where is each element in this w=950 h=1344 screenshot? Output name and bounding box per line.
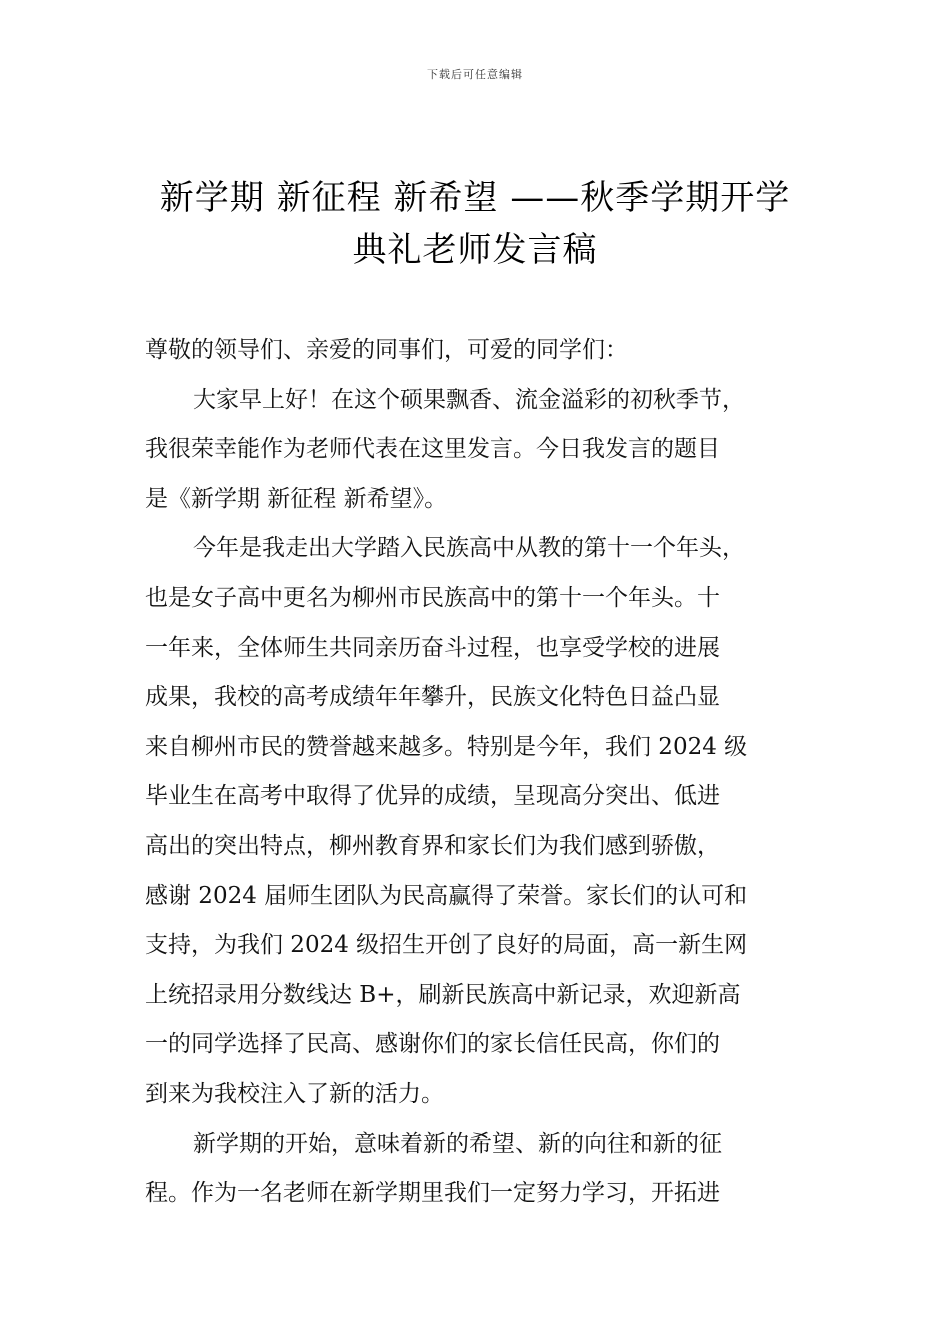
header-note: 下载后可任意编辑 [427,68,523,81]
paragraph-line: 也是女子高中更名为柳州市民族高中的第十一个年头。十 [145,584,720,611]
paragraph-line: 毕业生在高考中取得了优异的成绩，呈现高分突出、低进 [145,783,720,810]
paragraph-line: 支持，为我们 2024 级招生开创了良好的局面，高一新生网 [145,932,748,959]
paragraph-line: 我很荣幸能作为老师代表在这里发言。今日我发言的题目 [145,436,720,463]
paragraph-line: 成果，我校的高考成绩年年攀升，民族文化特色日益凸显 [145,684,720,711]
salutation-line: 尊敬的领导们、亲爱的同事们，可爱的同学们： [145,337,628,363]
paragraph-line: 程。作为一名老师在新学期里我们一定努力学习，开拓进 [145,1180,720,1207]
paragraph-line: 大家早上好！在这个硕果飘香、流金溢彩的初秋季节， [193,386,745,413]
paragraph-line: 一年来，全体师生共同亲历奋斗过程，也享受学校的进展 [145,634,720,661]
document-body [145,326,810,1219]
title-line: 新学期 新征程 新希望 ——秋季学期开学 [159,178,791,218]
title-line: 典礼老师发言稿 [352,230,598,270]
paragraph-line: 一的同学选择了民高、感谢你们的家长信任民高，你们的 [145,1031,720,1058]
paragraph-line: 今年是我走出大学踏入民族高中从教的第十一个年头， [193,535,745,562]
paragraph-line: 感谢 2024 届师生团队为民高赢得了荣誉。家长们的认可和 [145,882,748,909]
paragraph-line: 新学期的开始，意味着新的希望、新的向往和新的征 [193,1130,722,1157]
paragraph-line: 来自柳州市民的赞誉越来越多。特别是今年，我们 2024 级 [145,733,748,760]
document-title [120,172,830,276]
paragraph-line: 到来为我校注入了新的活力。 [145,1080,444,1107]
paragraph-line: 高出的突出特点，柳州教育界和家长们为我们感到骄傲， [145,832,720,859]
paragraph-line: 上统招录用分数线达 B+，刷新民族高中新记录，欢迎新高 [145,981,741,1008]
paragraph-line: 是《新学期 新征程 新希望》。 [145,485,448,512]
